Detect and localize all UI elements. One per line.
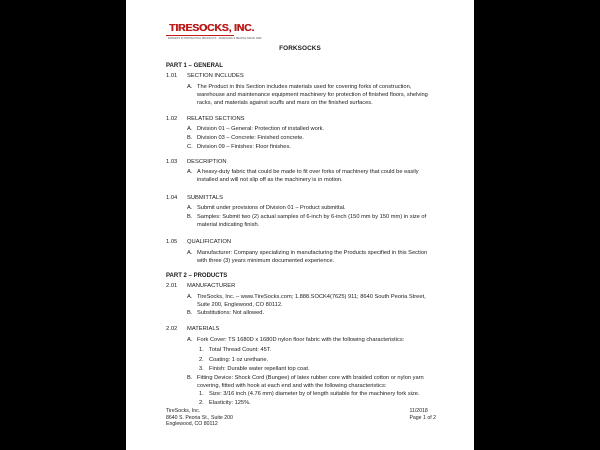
section-1-03-number: 1.03 [166, 159, 178, 165]
section-1-02-number: 1.02 [166, 116, 178, 122]
document-title: FORKSOCKS [279, 45, 321, 52]
section-2-02-title: MATERIALS [187, 326, 220, 332]
footer-page-info [409, 408, 436, 421]
section-2-02-item-b2: 2. Elasticity: 125%. [199, 400, 251, 406]
section-2-02-item-b1: 1. Size: 3/16 inch (4.76 mm) diameter by of length suitable for the machinery fork size. [199, 391, 420, 397]
section-2-02-item-a1: 1. Total Thread Count: 45T. [199, 347, 272, 353]
footer-company: TireSocks, Inc. [166, 408, 201, 414]
section-1-04-item-b: B. Samples: Submit two (2) actual samples of 6-inch by 6-inch (150 mm by 150 mm) in size of material indicating finish. [187, 214, 427, 228]
section-1-03-item-a: A. A heavy-duty fabric that could be made to fit over forks of machinery that could be easily installed and will not slip off as the machinery is in motion. [187, 169, 419, 183]
logo-tagline: EXPERTS IN PROTECTING PRODUCTS · SURFACES & PEOPLE SINCE 1999 [168, 37, 262, 40]
footer-date: 11/2018 [409, 408, 428, 414]
footer-page-number: Page 1 of 2 [409, 414, 436, 421]
section-2-02-item-a2: 2. Coating: 1 oz urethane. [199, 357, 269, 363]
section-1-01-number: 1.01 [166, 73, 178, 79]
section-2-02-item-b: B. Fitting Device: Shock Cord (Bungee) of latex rubber core with braided cotton or nylon yarn covering, fitted with hook at each end and with the following characteristics: [187, 375, 424, 389]
section-1-03-title: DESCRIPTION [187, 159, 227, 165]
section-2-01-number: 2.01 [166, 283, 178, 289]
section-1-04-item-a: A. Submit under provisions of Division 01 – Product submittal. [187, 205, 346, 211]
section-1-02-title: RELATED SECTIONS [187, 116, 245, 122]
section-2-01-item-a: A. TireSocks, Inc. – www.TireSocks.com; 1.888.SOCK4(7625) 911; 8640 South Peoria Street, Suite 200, Englewood, CO 80112. [187, 294, 426, 308]
footer-address-line-1: 8640 S. Peoria St., Suite 200 [166, 414, 233, 421]
footer-address [166, 408, 233, 428]
logo-text: TIRESOCKS, INC. [169, 22, 255, 34]
section-2-01-item-b: B. Substitutions: Not allowed. [187, 310, 265, 316]
part-1-heading: PART 1 – GENERAL [166, 63, 223, 69]
part-2-heading: PART 2 – PRODUCTS [166, 273, 228, 279]
footer-address-line-2: Englewood, CO 80112 [166, 421, 218, 428]
section-1-04-title: SUBMITTALS [187, 195, 223, 201]
document-page [126, 0, 474, 450]
section-1-04-number: 1.04 [166, 195, 178, 201]
section-1-02-item-c: C. Division 09 – Finishes: Floor finishes. [187, 144, 291, 150]
logo-underline [166, 35, 234, 36]
section-1-05-number: 1.05 [166, 239, 178, 245]
section-2-02-number: 2.02 [166, 326, 178, 332]
section-1-02-item-b: B. Division 03 – Concrete: Finished concrete. [187, 135, 304, 141]
section-1-01-title: SECTION INCLUDES [187, 73, 244, 79]
section-2-01-title: MANUFACTURER [187, 283, 236, 289]
section-2-02-item-a3: 3. Finish: Durable water repellant top coat. [199, 366, 310, 372]
section-1-05-item-a: A. Manufacturer: Company specializing in manufacturing the Products specified in this Section with three (3) years minimum documented experience. [187, 250, 428, 264]
section-2-02-item-a: A. Fork Cover: TS 1680D x 1680D nylon floor fabric with the following characteristics: [187, 337, 405, 343]
section-1-01-item-a: A. The Product in this Section includes materials used for covering forks of construction, warehouse and maintenance equipment machinery for protection of finished floors, shelving racks, and materials against scuffs and mars on the finished surfaces. [187, 84, 428, 106]
section-1-05-title: QUALIFICATION [187, 239, 232, 245]
section-1-02-item-a: A. Division 01 – General: Protection of installed work. [187, 126, 325, 132]
tiresocks-logo [166, 21, 262, 47]
